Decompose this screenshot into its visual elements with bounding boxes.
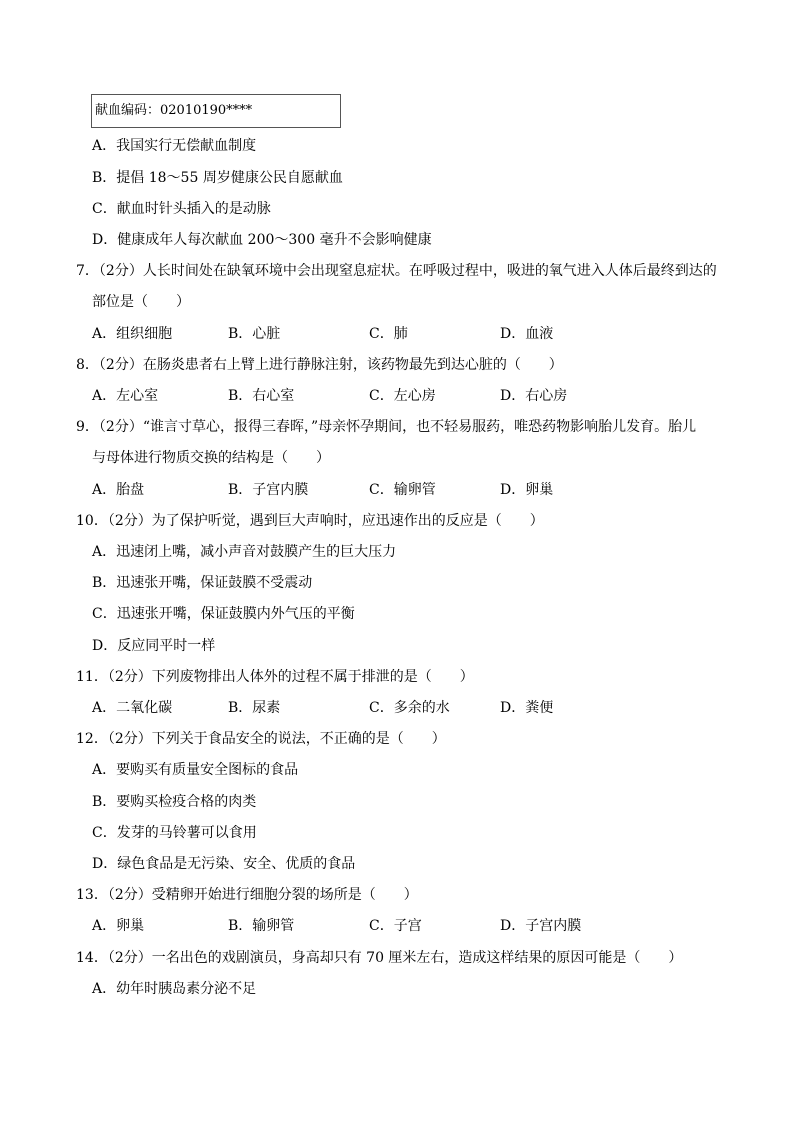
q13-option-a: A．卵巢 <box>92 918 145 934</box>
q9-option-b: B．子宫内膜 <box>228 482 309 498</box>
q6-option-c: C．献血时针头插入的是动脉 <box>92 201 271 217</box>
q12-option-a: A．要购买有质量安全图标的食品 <box>92 762 299 778</box>
q8-option-a: A．左心室 <box>92 388 159 404</box>
q14-stem: 14．（2分）一名出色的戏剧演员，身高却只有 70 厘米左右，造成这样结果的原因可能是（ ） <box>76 950 683 966</box>
q6-option-d: D．健康成年人每次献血 200～300 毫升不会影响健康 <box>92 232 432 248</box>
q8-stem: 8．（2分）在肠炎患者右上臂上进行静脉注射，该药物最先到达心脏的（ ） <box>76 357 563 373</box>
q9-option-a: A．胎盘 <box>92 482 145 498</box>
q9-options <box>92 480 732 500</box>
q13-stem: 13．（2分）受精卵开始进行细胞分裂的场所是（ ） <box>76 887 418 903</box>
q12-option-d: D．绿色食品是无污染、安全、优质的食品 <box>92 856 356 872</box>
q9-stem-line2: 与母体进行物质交换的结构是（ ） <box>92 450 330 466</box>
q7-options <box>92 324 732 344</box>
q8-option-c: C．左心房 <box>369 388 436 404</box>
q11-option-a: A．二氧化碳 <box>92 700 173 716</box>
q7-option-c: C．肺 <box>369 326 408 342</box>
q13-option-c: C．子宫 <box>369 918 422 934</box>
q9-option-d: D．卵巢 <box>500 482 554 498</box>
q10-option-b: B．迅速张开嘴，保证鼓膜不受震动 <box>92 575 313 591</box>
q8-options <box>92 386 732 406</box>
q9-stem-line1: 9．（2分）“谁言寸草心，报得三春晖，”母亲怀孕期间，也不轻易服药，唯恐药物影响胎儿发育。胎儿 <box>76 419 697 435</box>
q8-option-b: B．右心室 <box>228 388 295 404</box>
q11-option-d: D．粪便 <box>500 700 554 716</box>
q12-option-b: B．要购买检疫合格的肉类 <box>92 794 257 810</box>
q8-option-d: D．右心房 <box>500 388 568 404</box>
q9-option-c: C．输卵管 <box>369 482 436 498</box>
q6-option-a: A．我国实行无偿献血制度 <box>92 138 257 154</box>
q13-options <box>92 916 732 936</box>
q13-option-d: D．子宫内膜 <box>500 918 582 934</box>
q7-option-a: A．组织细胞 <box>92 326 173 342</box>
q10-option-a: A．迅速闭上嘴，减小声音对鼓膜产生的巨大压力 <box>92 544 397 560</box>
q11-stem: 11．（2分）下列废物排出人体外的过程不属于排泄的是（ ） <box>76 669 474 685</box>
q6-option-b: B．提倡 18～55 周岁健康公民自愿献血 <box>92 170 343 186</box>
q7-stem-line2: 部位是（ ） <box>92 294 190 310</box>
q13-option-b: B．输卵管 <box>228 918 295 934</box>
q12-stem: 12．（2分）下列关于食品安全的说法，不正确的是（ ） <box>76 731 446 747</box>
donation-code-box: 献血编码：02010190**** <box>91 94 341 128</box>
q10-stem: 10．（2分）为了保护听觉，遇到巨大声响时，应迅速作出的反应是（ ） <box>76 513 544 529</box>
q10-option-d: D．反应同平时一样 <box>92 638 216 654</box>
q7-stem-line1: 7．（2分）人长时间处在缺氧环境中会出现窒息症状。在呼吸过程中，吸进的氧气进入人体后最终到达的 <box>76 263 717 279</box>
q12-option-c: C．发芽的马铃薯可以食用 <box>92 825 257 841</box>
q11-option-b: B．尿素 <box>228 700 281 716</box>
q10-option-c: C．迅速张开嘴，保证鼓膜内外气压的平衡 <box>92 606 355 622</box>
q11-options <box>92 698 732 718</box>
q14-option-a: A．幼年时胰岛素分泌不足 <box>92 981 257 997</box>
q11-option-c: C．多余的水 <box>369 700 450 716</box>
q7-option-d: D．血液 <box>500 326 554 342</box>
q7-option-b: B．心脏 <box>228 326 281 342</box>
